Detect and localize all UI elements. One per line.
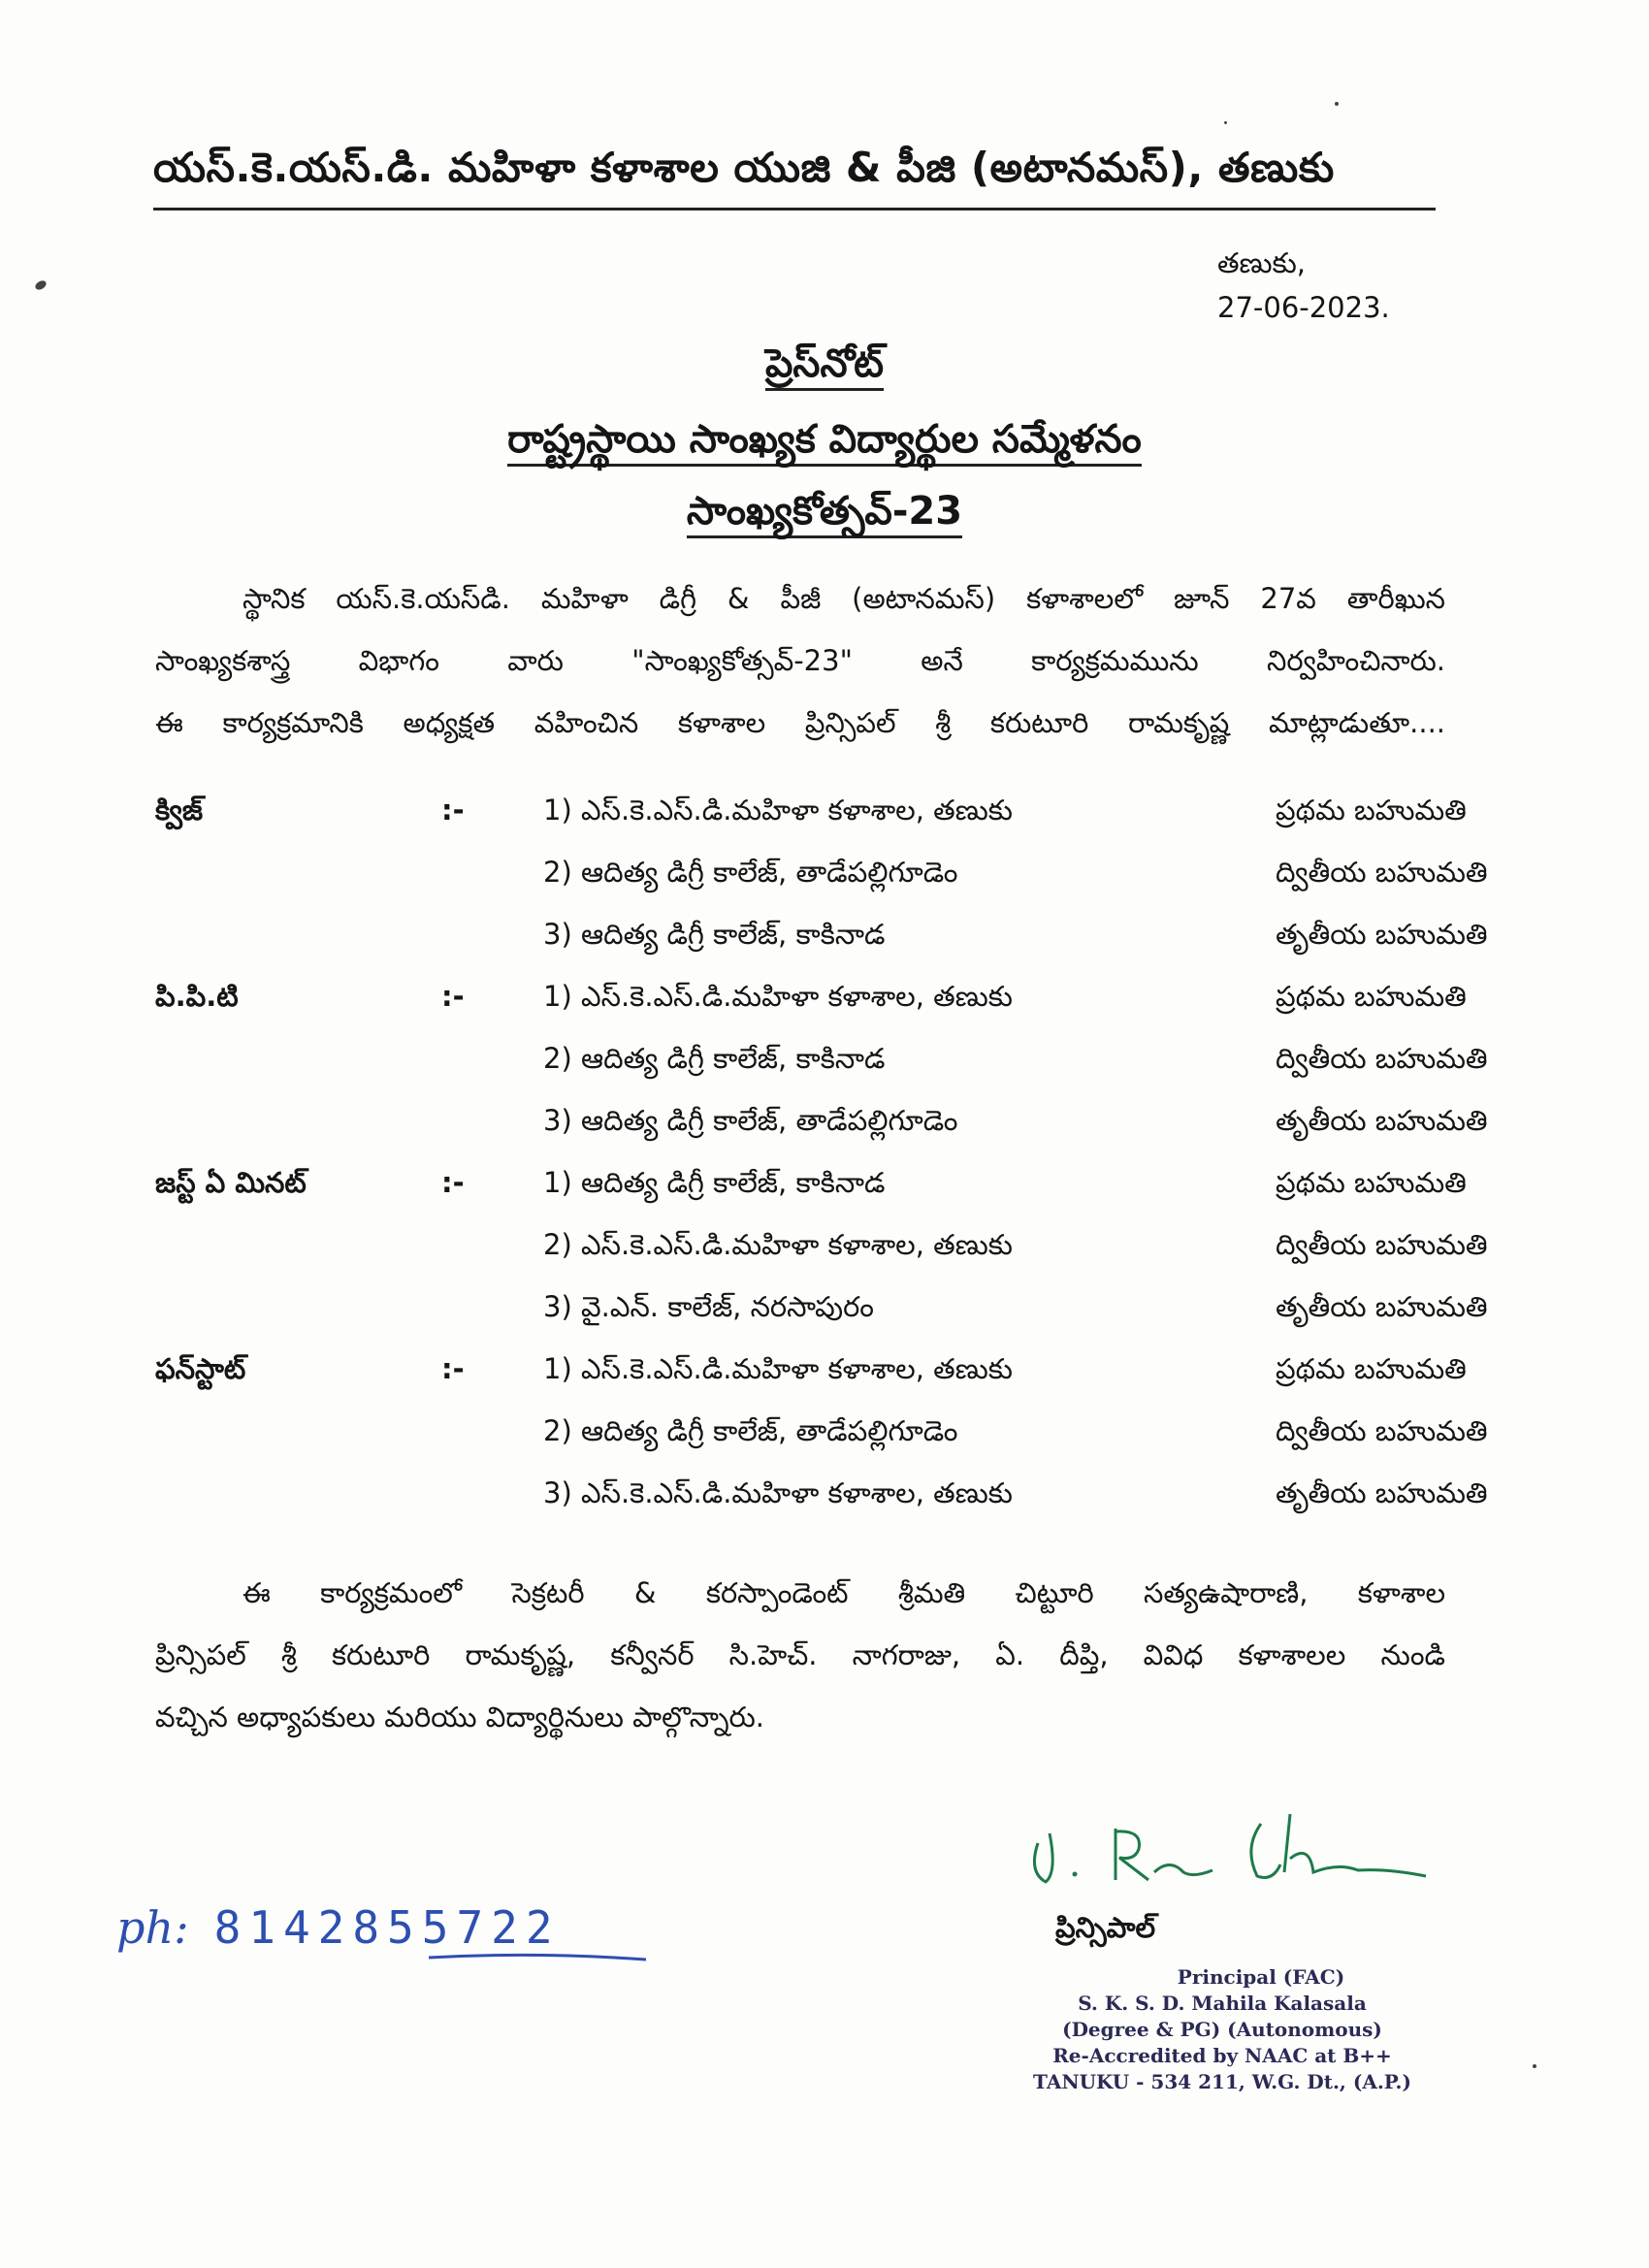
press-note-title xyxy=(0,341,1649,396)
date-block xyxy=(1217,241,1390,330)
phone-prefix: ph: xyxy=(116,1901,189,1954)
result-entry xyxy=(543,1476,1488,1539)
closing-line-2: ప్రిన్సిపల్ శ్రీ కరుటూరి రామకృష్ణ, కన్వీనర్ సి.హెచ్. నాగరాజు, ఏ. దీప్తి, వివిధ కళాశాలల నుండి xyxy=(155,1638,1445,1671)
category-label: పి.పి.టి xyxy=(155,980,239,1013)
prize-name: ప్రథమ బహుమతి xyxy=(1276,980,1467,1013)
prize-name: ద్వితీయ బహుమతి xyxy=(1276,1228,1488,1261)
college-name: 1) ఎస్.కె.ఎస్.డి.మహిళా కళాశాల, తణుకు xyxy=(543,980,1013,1013)
principal-stamp xyxy=(989,1964,1455,2095)
scan-speck xyxy=(1224,121,1227,124)
prize-name: ద్వితీయ బహుమతి xyxy=(1276,1042,1488,1075)
stamp-line: (Degree & PG) (Autonomous) xyxy=(1062,2018,1382,2041)
prize-name: ప్రథమ బహుమతి xyxy=(1276,794,1467,826)
prize-name: తృతీయ బహుమతి xyxy=(1276,1476,1488,1509)
fest-title-text: సాంఖ్యకోత్సవ్-23 xyxy=(687,489,962,538)
category-label: ఫన్‌స్టాట్ xyxy=(155,1352,246,1385)
phone-digits: 8142855722 xyxy=(213,1901,561,1954)
prize-name: ద్వితీయ బహుమతి xyxy=(1276,1414,1488,1447)
event-title-text: రాష్ట్రస్థాయి సాంఖ్యక విద్యార్థుల సమ్మేళనం xyxy=(507,417,1142,467)
result-entry xyxy=(543,1104,1488,1166)
prize-name: తృతీయ బహుమతి xyxy=(1276,918,1488,951)
category-colon: :- xyxy=(441,794,465,826)
closing-line-3: వచ్చిన అధ్యాపకులు మరియు విద్యార్థినులు పాల్గొన్నారు. xyxy=(155,1701,764,1733)
college-name: 3) ఆదిత్య డిగ్రీ కాలేజ్, తాడేపల్లిగూడెం xyxy=(543,1104,958,1137)
result-entry xyxy=(543,856,1488,918)
college-name: 2) ఎస్.కె.ఎస్.డి.మహిళా కళాశాల, తణుకు xyxy=(543,1228,1013,1261)
scan-speck xyxy=(1335,102,1339,106)
college-name: 1) ఎస్.కె.ఎస్.డి.మహిళా కళాశాల, తణుకు xyxy=(543,794,1013,826)
result-entry xyxy=(543,980,1467,1042)
college-name: 2) ఆదిత్య డిగ్రీ కాలేజ్, కాకినాడ xyxy=(543,1042,886,1075)
category-colon: :- xyxy=(441,1166,465,1199)
college-name: 1) ఆదిత్య డిగ్రీ కాలేజ్, కాకినాడ xyxy=(543,1166,886,1199)
scan-speck xyxy=(1533,2064,1536,2068)
result-entry xyxy=(543,918,1488,980)
intro-line-1: స్థానిక యస్.కె.యస్‌డి. మహిళా డిగ్రీ & పీజీ (అటానమస్) కళాశాలలో జూన్ 27వ తారీఖున xyxy=(242,582,1445,615)
result-entry xyxy=(543,1290,1488,1352)
stamp-line: Re-Accredited by NAAC at B++ xyxy=(1052,2044,1392,2067)
category-colon: :- xyxy=(441,1352,465,1385)
stamp-line: TANUKU - 534 211, W.G. Dt., (A.P.) xyxy=(1033,2070,1411,2093)
category-colon: :- xyxy=(441,980,465,1013)
closing-paragraph xyxy=(155,1562,1445,1748)
press-note-title-text: ప్రెస్‌నోట్ xyxy=(765,341,884,391)
date-value: 27-06-2023. xyxy=(1217,291,1390,324)
phone-underline xyxy=(427,1950,650,1963)
prize-name: ప్రథమ బహుమతి xyxy=(1276,1352,1467,1385)
college-name: 3) ఆదిత్య డిగ్రీ కాలేజ్, కాకినాడ xyxy=(543,918,886,951)
college-name: 2) ఆదిత్య డిగ్రీ కాలేజ్, తాడేపల్లిగూడెం xyxy=(543,1414,958,1447)
college-name: 3) వై.ఎన్. కాలేజ్, నరసాపురం xyxy=(543,1290,874,1323)
prize-name: ద్వితీయ బహుమతి xyxy=(1276,856,1488,889)
stamp-line: S. K. S. D. Mahila Kalasala xyxy=(1078,1992,1367,2015)
event-title xyxy=(0,417,1649,471)
prize-name: ప్రథమ బహుమతి xyxy=(1276,1166,1467,1199)
principal-signature xyxy=(1018,1804,1445,1911)
result-entry xyxy=(543,1166,1467,1228)
intro-line-2: సాంఖ్యకశాస్త్ర విభాగం వారు "సాంఖ్యకోత్సవ్-23" అనే కార్యక్రమమును నిర్వహించినారు. xyxy=(155,644,1445,677)
result-entry xyxy=(543,794,1467,856)
intro-paragraph xyxy=(155,567,1445,754)
intro-line-3: ఈ కార్యక్రమానికి అధ్యక్షత వహించిన కళాశాల ప్రిన్సిపల్ శ్రీ కరుటూరి రామకృష్ణ మాట్లాడుతూ.... xyxy=(155,706,1445,739)
prize-name: తృతీయ బహుమతి xyxy=(1276,1290,1488,1323)
college-name: 2) ఆదిత్య డిగ్రీ కాలేజ్, తాడేపల్లిగూడెం xyxy=(543,856,958,889)
category-label: క్విజ్ xyxy=(155,794,204,826)
college-name: 3) ఎస్.కె.ఎస్.డి.మహిళా కళాశాల, తణుకు xyxy=(543,1476,1013,1509)
result-entry xyxy=(543,1042,1488,1104)
prize-name: తృతీయ బహుమతి xyxy=(1276,1104,1488,1137)
institution-header: యస్.కె.యస్.డి. మహిళా కళాశాల యుజి & పీజి (అటానమస్), తణుకు xyxy=(153,144,1436,211)
result-entry xyxy=(543,1228,1488,1290)
closing-line-1: ఈ కార్యక్రమంలో సెక్రటరీ & కరస్పాండెంట్ శ్రీమతి చిట్టూరి సత్యఉషారాణి, కళాశాల xyxy=(242,1576,1445,1609)
phone-number xyxy=(116,1901,561,1954)
date-place: తణుకు, xyxy=(1217,246,1306,279)
college-name: 1) ఎస్.కె.ఎస్.డి.మహిళా కళాశాల, తణుకు xyxy=(543,1352,1013,1385)
category-label: జస్ట్ ఏ మినట్ xyxy=(155,1166,307,1199)
stamp-line: Principal (FAC) xyxy=(1177,1965,1345,1989)
result-entry xyxy=(543,1414,1488,1476)
result-entry xyxy=(543,1352,1467,1414)
principal-title-telugu: ప్రిన్సిపాల్ xyxy=(1055,1911,1156,1944)
scan-speck xyxy=(34,279,48,292)
fest-title xyxy=(0,489,1649,543)
